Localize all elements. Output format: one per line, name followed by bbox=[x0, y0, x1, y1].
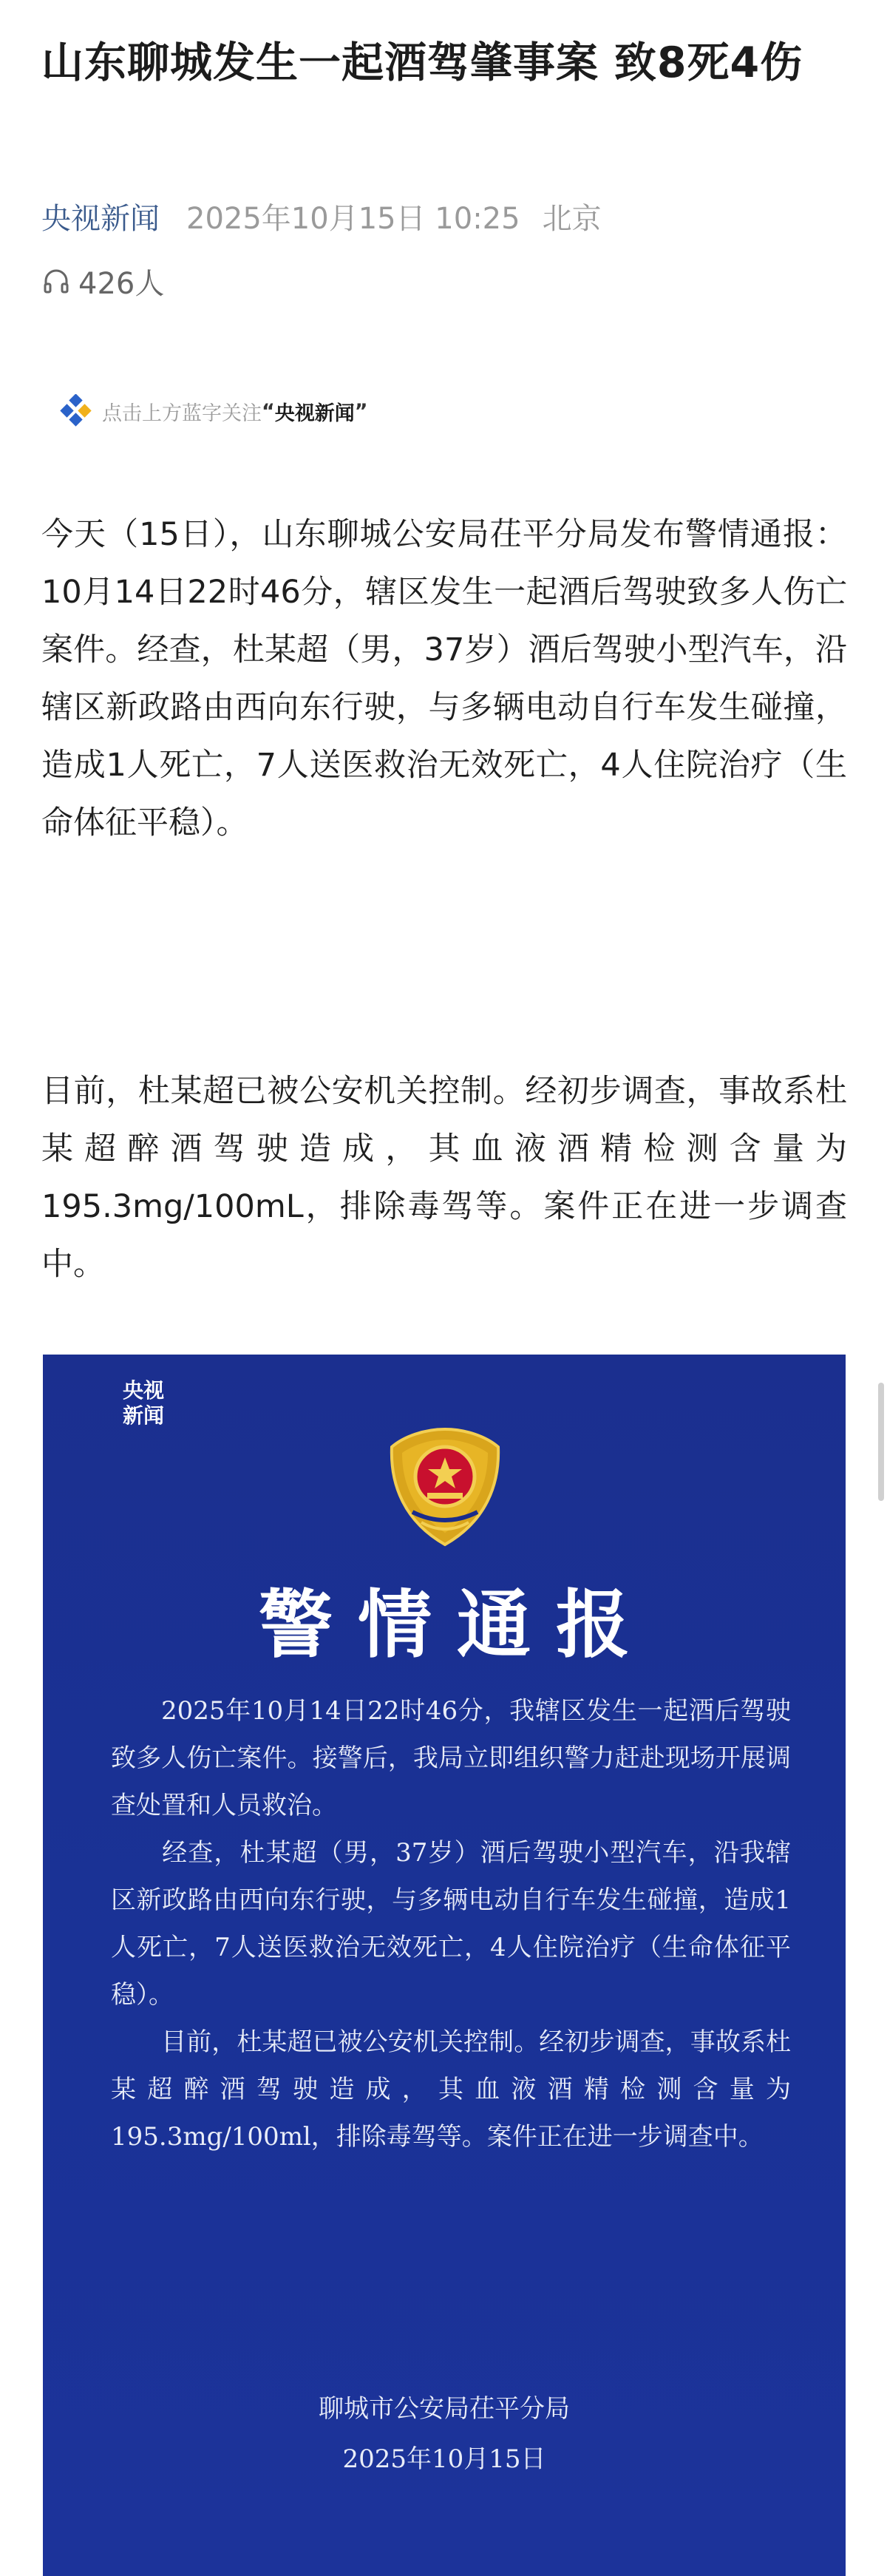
diamond-logo-icon bbox=[59, 394, 93, 428]
notice-date: 2025年10月15日 bbox=[342, 2444, 546, 2474]
follow-prompt: 点击上方蓝字关注 bbox=[102, 401, 262, 425]
listen-button[interactable] bbox=[41, 260, 164, 302]
article-paragraph: 目前，杜某超已被公安机关控制。经初步调查，事故系杜某超醉酒驾驶造成，其血液酒精检测含量为195.3mg/100mL，排除毒驾等。案件正在进一步调查中。 bbox=[41, 1073, 847, 1283]
police-emblem-icon bbox=[383, 1425, 507, 1549]
publish-time: 2025年10月15日 10:25 bbox=[186, 201, 520, 236]
listener-count: 426人 bbox=[78, 266, 165, 301]
article-paragraph: 今天（15日），山东聊城公安局茌平分局发布警情通报：10月14日22时46分，辖区发生一起酒后驾驶致多人伤亡案件。经查，杜某超（男，37岁）酒后驾驶小型汽车，沿辖区新政路由西向东行驶，与多辆电动自行车发生碰撞，造成1人死亡，7人送医救治无效死亡，4人住院治疗（生命体征平稳）。 bbox=[41, 516, 847, 841]
notice-paragraph: 2025年10月14日22时46分，我辖区发生一起酒后驾驶致多人伤亡案件。接警后，我局立即组织警力赶赴现场开展调查处置和人员救治。 bbox=[111, 1696, 791, 1820]
police-notice-image[interactable] bbox=[43, 1355, 846, 2576]
publish-location: 北京 bbox=[542, 201, 602, 236]
article-title: 山东聊城发生一起酒驾肇事案 致8死4伤 bbox=[41, 38, 803, 87]
notice-signature: 聊城市公安局茌平分局 bbox=[319, 2394, 570, 2424]
notice-heading: 警情通报 bbox=[259, 1581, 655, 1668]
cctv-news-logo: 央视 新闻 bbox=[123, 1378, 165, 1428]
source-link[interactable]: 央视新闻 bbox=[41, 201, 160, 236]
article-meta bbox=[41, 194, 602, 238]
follow-banner[interactable]: 点击上方蓝字关注 “ 央视新闻 ” bbox=[59, 392, 368, 430]
headphones-icon bbox=[41, 266, 71, 296]
notice-paragraph: 目前，杜某超已被公安机关控制。经初步调查，事故系杜某超醉酒驾驶造成，其血液酒精检测含量为195.3mg/100ml，排除毒驾等。案件正在进一步调查中。 bbox=[111, 2027, 791, 2152]
follow-brand: 央视新闻 bbox=[274, 401, 355, 425]
notice-paragraph: 经查，杜某超（男，37岁）酒后驾驶小型汽车，沿我辖区新政路由西向东行驶，与多辆电动自行车发生碰撞，造成1人死亡，7人送医救治无效死亡，4人住院治疗（生命体征平稳）。 bbox=[111, 1838, 791, 2010]
scrollbar[interactable] bbox=[878, 1383, 884, 1501]
